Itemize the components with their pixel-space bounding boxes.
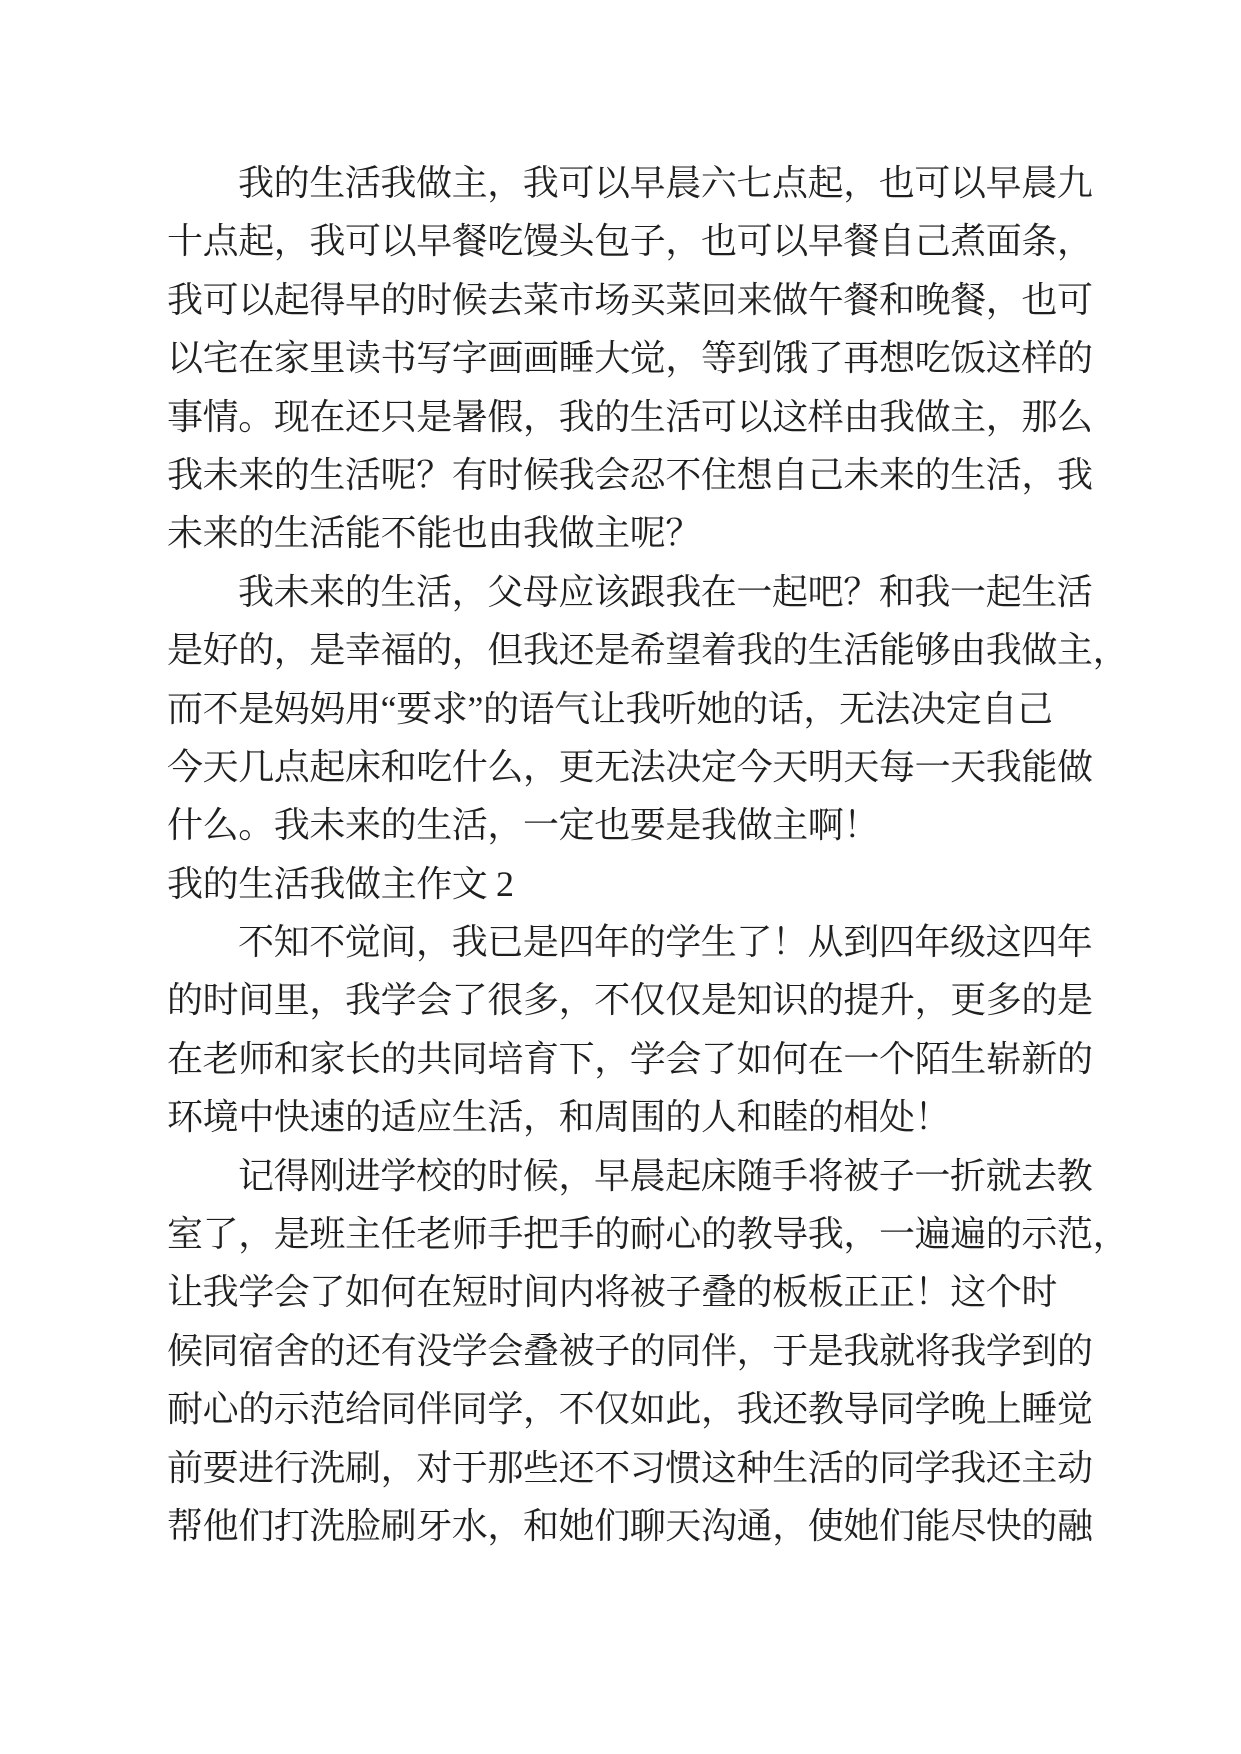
paragraph	[167, 1147, 1129, 1556]
text-line: 的时间里，我学会了很多，不仅仅是知识的提升，更多的是	[167, 980, 1093, 1021]
text-line: 十点起，我可以早餐吃馒头包子，也可以早餐自己煮面条，	[167, 221, 1093, 262]
text-line: 环境中快速的适应生活，和周围的人和睦的相处！	[167, 1097, 951, 1138]
text-line: 记得刚进学校的时候，早晨起床随手将被子一折就去教	[238, 1155, 1093, 1196]
text-line: 候同宿舍的还有没学会叠被子的同伴，于是我就将我学到的	[167, 1330, 1093, 1371]
text-line: 我的生活我做主，我可以早晨六七点起，也可以早晨九	[238, 163, 1093, 203]
text-line: 未来的生活能不能也由我做主呢？	[167, 513, 702, 554]
text-line: 前要进行洗刷，对于那些还不习惯这种生活的同学我还主动	[167, 1447, 1093, 1488]
paragraph	[167, 563, 1129, 855]
text-line: 耐心的示范给同伴同学，不仅如此，我还教导同学晚上睡觉	[167, 1389, 1093, 1430]
essay-text-block	[167, 154, 1129, 1555]
section-heading	[167, 855, 1111, 913]
text-line: 在老师和家长的共同培育下，学会了如何在一个陌生崭新的	[167, 1038, 1093, 1079]
text-line: 而不是妈妈用“要求”的语气让我听她的话，无法决定自己	[167, 688, 1053, 729]
text-line: 我可以起得早的时候去菜市场买菜回来做午餐和晚餐，也可	[167, 279, 1093, 320]
text-line: 什么。我未来的生活，一定也要是我做主啊！	[167, 805, 880, 846]
text-line: 帮他们打洗脸刷牙水，和她们聊天沟通，使她们能尽快的融	[167, 1505, 1093, 1546]
text-line: 让我学会了如何在短时间内将被子叠的板板正正！这个时	[167, 1272, 1058, 1313]
text-line: 室了，是班主任老师手把手的耐心的教导我，一遍遍的示范，	[167, 1214, 1129, 1255]
text-line: 是好的，是幸福的，但我还是希望着我的生活能够由我做主，	[167, 630, 1129, 671]
text-line: 事情。现在还只是暑假，我的生活可以这样由我做主，那么	[167, 396, 1093, 437]
text-line: 不知不觉间，我已是四年的学生了！从到四年级这四年	[238, 922, 1093, 963]
section-heading-line: 我的生活我做主作文 2	[167, 863, 514, 904]
paragraph	[167, 913, 1111, 1147]
text-line: 以宅在家里读书写字画画睡大觉，等到饿了再想吃饭这样的	[167, 338, 1093, 379]
text-line: 我未来的生活呢？有时候我会忍不住想自己未来的生活，我	[167, 454, 1093, 495]
text-line: 今天几点起床和吃什么，更无法决定今天明天每一天我能做	[167, 746, 1093, 787]
text-line: 我未来的生活，父母应该跟我在一起吧？和我一起生活	[238, 571, 1093, 612]
paragraph	[167, 154, 1111, 563]
